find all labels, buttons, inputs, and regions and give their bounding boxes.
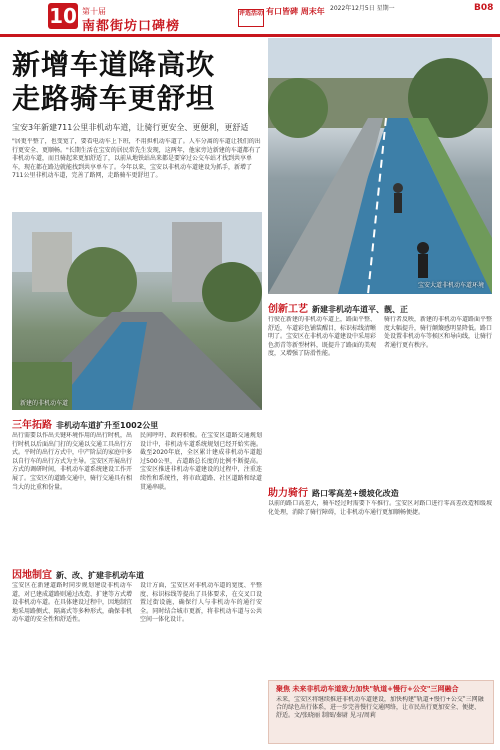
section-text: 宝安区在新建道路时同步规划建设非机动车道，对已建成道路则通过改造、扩建等方式增设非机动车道。在具体建设过程中，因地制宜地采用路侧式、隔离式等多种形式，确保非机动车道的安全性和舒适性。 <box>12 582 132 624</box>
top-photo-caption: 宝安大道非机动车道环境 <box>418 282 485 289</box>
bottom-photo-caption: 新建的非机动车道 <box>20 400 69 407</box>
section-text: 以前的路口高差大，骑车经过时需要下车推行。宝安区对路口进行零高差改造和缓坡化处理，消除了骑行障碍，让非机动车通行更加顺畅便捷。 <box>268 500 492 516</box>
section-kicker: 新、改、扩建非机动车道 <box>56 571 144 580</box>
bike-lane-photo <box>268 38 492 294</box>
focus-box-title: 聚焦 未来非机动车道致力加快"轨道+慢行+公交"三网融合 <box>276 685 459 693</box>
bike-lane-photo-art <box>268 38 492 294</box>
sub-brand: 有口皆碑 周末年 <box>266 7 325 16</box>
issue-date: 2022年12月5日 星期一 <box>330 5 395 12</box>
street-photo-art <box>12 212 262 410</box>
section-text: 骑行者反映，新建的非机动车道路面平整度大幅提升，骑行颠簸感明显降低。路口处设置非机动车等候区和导向线，让骑行者通行更有秩序。 <box>384 316 492 349</box>
section-text: 出行需要以作出关键环境作用的出行时机，出行时机以后面出门打的交通以交通工具出行方式。平时的出行方式中，中产阶层的家庭中多以自行车的出行方式为主导。宝安区开展出行方式的调研时间，非机动车道系统建设工作开展了。宝安区的道路交通中，骑行交通具有相当大的比重和份量。 <box>12 432 132 491</box>
edition-label: 第十届 <box>82 7 106 16</box>
section-title: 助力骑行 <box>268 488 308 499</box>
event-stamp: 评选活动 <box>238 9 264 27</box>
headline-line-1: 新增车道降高坎 <box>12 48 216 81</box>
headline <box>12 48 262 116</box>
page-number: B08 <box>474 3 494 13</box>
section-heading-adapt <box>12 566 144 581</box>
section-text: 设计方面，宝安区对非机动车道的宽度、平整度、标识标线等提出了具体要求，在交叉口设置过街设施，确保行人与非机动车的通行安全。同时结合城市更新，将非机动车道与公共空间一体化设计。 <box>140 582 262 624</box>
section-text: 行驶在新建的非机动车道上，路面平整、舒适，车道彩色铺装醒目，标识标线清晰明了。宝安区在非机动车道建设中采用彩色沥青等新型材料，既提升了路面的美观度，又增强了防滑性能。 <box>268 316 376 358</box>
brand-title: 南都街坊口碑榜 <box>82 19 181 34</box>
section-heading-expansion <box>12 416 158 431</box>
section-heading-assist <box>268 484 399 499</box>
subheadline: 宝安3年新建711公里非机动车道，让骑行更安全、更便利，更舒适 <box>12 123 249 132</box>
focus-box-text: 未来，宝安区将继续推进非机动车道建设，加快构建"轨道+慢行+公交"三网融合的绿色出行体系，进一步完善慢行交通网络，让市民出行更加安全、便捷、舒适。文/张晓丽 制图/秦尉 见习/周莉 <box>276 696 484 719</box>
street-photo <box>12 212 262 410</box>
section-kicker: 路口零高差+缓坡化改造 <box>312 489 399 498</box>
headline-line-2: 走路骑车更舒坦 <box>12 82 216 115</box>
lead-paragraph: "居更平整了，也变宽了，要看电动车上下班，不用担机动车道了。人车分离的车道让我们的出行更安全、更顺畅。"长期生活在宝安的居民常先生发现，这两年，他家旁边新建的车道都有了非机动车道，而且骑起来更加舒适了，以前从地铁站出来都是要穿过公交车站才找到共享单车，现在都在路边就能找到共享单车了。今年以来，宝安以非机动车道建设为抓手，新增了711公里非机动车道，完善了路网，走路骑车更舒坦了。 <box>12 138 261 179</box>
section-title: 因地制宜 <box>12 570 52 581</box>
section-title: 创新工艺 <box>268 304 308 315</box>
section-kicker: 新建非机动车道平、靓、正 <box>312 305 408 314</box>
section-title: 三年拓路 <box>12 420 52 431</box>
anniversary-logo: 10 <box>49 4 77 28</box>
section-text: 民间呼吁、政府积极。在宝安区道路交通规划设计中，非机动车道系统规划已经开始实施。截至2020年底，全区累计建成非机动车道超过500公里，占道路总长度的比例不断提高。宝安区推进非机动车道建设的过程中，注重连续性和系统性，将市政道路、社区道路和绿道贯通串联。 <box>140 432 262 491</box>
section-kicker: 非机动车道扩升至1002公里 <box>56 421 159 430</box>
section-heading-craft <box>268 300 408 315</box>
